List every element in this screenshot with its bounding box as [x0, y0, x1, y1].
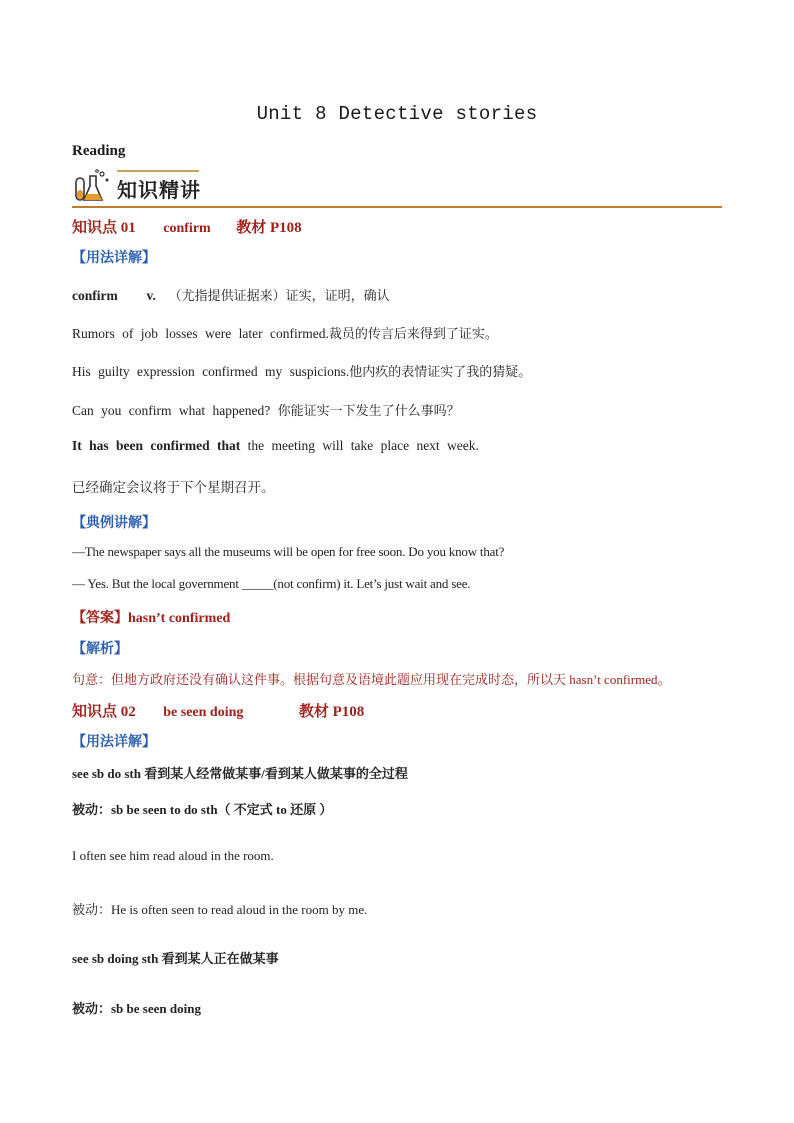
kp2-example-1: I often see him read aloud in the room.	[72, 848, 274, 863]
kp1-answer-line	[72, 607, 230, 627]
kp1-example-2: His guilty expression confirmed my suspicions.他内疚的表情证实了我的猜疑。	[72, 364, 532, 380]
kp1-analysis: 句意：但地方政府还没有确认这件事。根据句意及语境此题应用现在完成时态，所以天 hasn’t confirmed。	[72, 672, 671, 688]
kp2-phrase: be seen doing	[163, 705, 244, 720]
page-title: Unit 8 Detective stories	[256, 103, 538, 125]
banner-heading: 知识精讲	[117, 178, 201, 202]
kp1-answer-tag: 【答案】	[72, 611, 128, 626]
kp1-example-tag: 【典例讲解】	[72, 516, 156, 531]
kp1-definition-line	[72, 285, 390, 304]
kp2-label: 知识点 02	[72, 704, 136, 720]
kp1-example-4-translation: 已经确定会议将于下个星期召开。	[72, 480, 275, 496]
kp2-ref: 教材 P108	[298, 704, 365, 720]
kp2-passive-2: 被动：sb be seen doing	[72, 1001, 201, 1016]
kp1-ref: 教材 P108	[236, 220, 302, 236]
kp2-rule-1: see sb do sth 看到某人经常做某事/看到某人做某事的全过程	[72, 766, 408, 781]
kp1-heading	[72, 216, 302, 237]
kp2-example-2: 被动：He is often seen to read aloud in the room by me.	[72, 902, 368, 918]
kp1-example-3: Can you confirm what happened? 你能证实一下发生了什么事吗？	[72, 403, 460, 419]
kp2-usage-tag: 【用法详解】	[72, 735, 156, 750]
kp1-definition: （尤指提供证据来）证实，证明，确认	[168, 289, 390, 304]
kp1-dialog-line-1: —The newspaper says all the museums will be open for free soon. Do you know that?	[72, 544, 505, 559]
banner-divider	[72, 206, 722, 208]
kp2-heading	[72, 700, 364, 721]
kp1-headword: confirm	[72, 288, 118, 303]
kp1-usage-tag: 【用法详解】	[72, 251, 156, 266]
kp1-example-1: Rumors of job losses were later confirmed.裁员的传言后来得到了证实。	[72, 326, 498, 342]
kp1-label: 知识点 01	[72, 220, 136, 236]
kp1-dialog-line-2: — Yes. But the local government _____(not confirm) it. Let’s just wait and see.	[72, 576, 471, 591]
section-label: Reading	[72, 143, 126, 159]
kp2-rule-2: see sb doing sth 看到某人正在做某事	[72, 951, 279, 966]
banner-accent-line	[117, 170, 199, 172]
lab-flask-icon	[72, 168, 114, 204]
kp2-passive-1: 被动：sb be seen to do sth（ 不定式 to 还原 ）	[72, 802, 333, 817]
kp1-analysis-tag: 【解析】	[72, 642, 128, 657]
kp1-example-4: It has been confirmed that the meeting will take place next week.	[72, 438, 479, 453]
kp1-word: confirm	[163, 221, 211, 236]
kp1-pos: v.	[146, 288, 156, 303]
kp1-answer: hasn’t confirmed	[128, 611, 231, 626]
